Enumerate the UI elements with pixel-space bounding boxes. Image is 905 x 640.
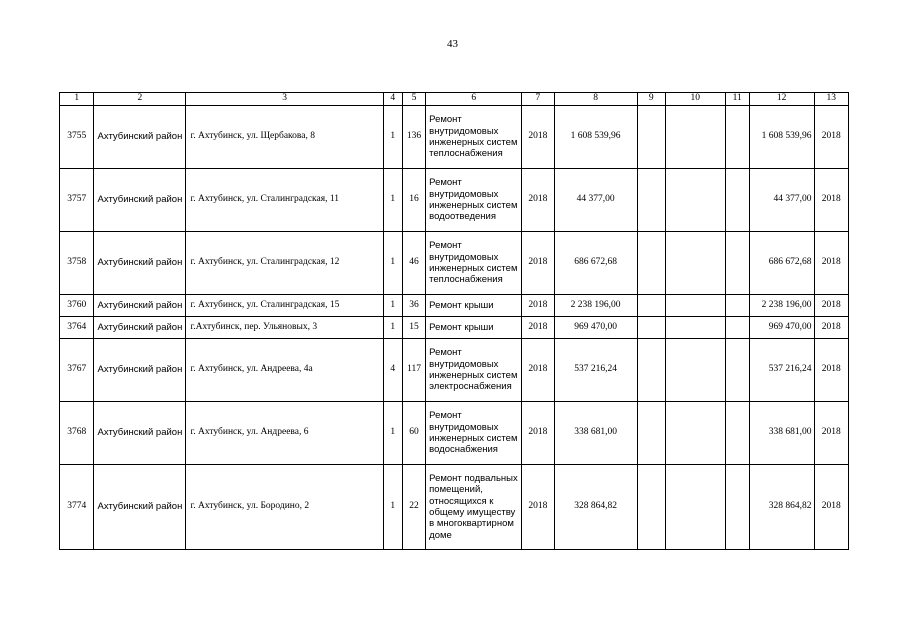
cell-work-type: Ремонт крыши [426,317,522,339]
cell-address: г.Ахтубинск, пер. Ульяновых, 3 [186,317,383,339]
cell-col10 [665,295,725,317]
cell-col4: 1 [383,295,402,317]
cell-col10 [665,106,725,169]
cell-work-type: Ремонт внутридомовых инженерных систем водоснабжения [426,402,522,465]
cell-address: г. Ахтубинск, ул. Сталинградская, 12 [186,232,383,295]
cell-col5: 117 [402,339,425,402]
header-row [60,93,849,106]
cell-col5: 46 [402,232,425,295]
cell-number: 3757 [60,169,94,232]
column-header-1: 1 [60,93,94,106]
cell-year: 2018 [522,465,554,550]
cell-number: 3760 [60,295,94,317]
table-row [60,232,849,295]
cell-col9 [637,295,665,317]
column-header-5: 5 [402,93,425,106]
cell-district: Ахтубинский район [94,317,186,339]
table-body [60,106,849,550]
cell-col5: 136 [402,106,425,169]
cell-year: 2018 [522,106,554,169]
repair-register-table [59,92,849,550]
table-row [60,169,849,232]
page-number: 43 [447,38,458,50]
column-header-10: 10 [665,93,725,106]
cell-district: Ахтубинский район [94,295,186,317]
cell-district: Ахтубинский район [94,402,186,465]
cell-col10 [665,169,725,232]
column-header-7: 7 [522,93,554,106]
cell-cost: 44 377,00 [554,169,637,232]
cell-col4: 1 [383,465,402,550]
cell-total: 1 608 539,96 [749,106,814,169]
cell-address: г. Ахтубинск, ул. Щербакова, 8 [186,106,383,169]
cell-col9 [637,465,665,550]
cell-col5: 15 [402,317,425,339]
cell-col10 [665,232,725,295]
table-row [60,465,849,550]
cell-col5: 22 [402,465,425,550]
cell-col11 [725,465,749,550]
cell-work-type: Ремонт подвальных помещений, относящихся к общему имуществу в многоквартирном доме [426,465,522,550]
cell-work-type: Ремонт внутридомовых инженерных систем теплоснабжения [426,106,522,169]
cell-year: 2018 [522,339,554,402]
cell-work-type: Ремонт крыши [426,295,522,317]
table-row [60,317,849,339]
cell-cost: 328 864,82 [554,465,637,550]
cell-col5: 16 [402,169,425,232]
cell-col9 [637,339,665,402]
cell-col5: 60 [402,402,425,465]
table-row [60,339,849,402]
cell-cost: 686 672,68 [554,232,637,295]
cell-completion-year: 2018 [814,295,848,317]
column-header-11: 11 [725,93,749,106]
table-row [60,295,849,317]
cell-col5: 36 [402,295,425,317]
cell-completion-year: 2018 [814,402,848,465]
cell-col4: 1 [383,169,402,232]
table-row [60,402,849,465]
column-header-3: 3 [186,93,383,106]
cell-address: г. Ахтубинск, ул. Андреева, 6 [186,402,383,465]
cell-col11 [725,317,749,339]
column-header-9: 9 [637,93,665,106]
cell-number: 3774 [60,465,94,550]
cell-cost: 537 216,24 [554,339,637,402]
cell-number: 3758 [60,232,94,295]
cell-year: 2018 [522,317,554,339]
cell-year: 2018 [522,295,554,317]
cell-col9 [637,402,665,465]
cell-col9 [637,232,665,295]
cell-total: 338 681,00 [749,402,814,465]
cell-col4: 1 [383,402,402,465]
cell-year: 2018 [522,232,554,295]
column-header-13: 13 [814,93,848,106]
cell-cost: 1 608 539,96 [554,106,637,169]
column-header-6: 6 [426,93,522,106]
cell-work-type: Ремонт внутридомовых инженерных систем электроснабжения [426,339,522,402]
cell-year: 2018 [522,402,554,465]
cell-total: 328 864,82 [749,465,814,550]
cell-cost: 969 470,00 [554,317,637,339]
cell-completion-year: 2018 [814,232,848,295]
column-header-4: 4 [383,93,402,106]
cell-col4: 4 [383,339,402,402]
cell-col4: 1 [383,232,402,295]
cell-col9 [637,106,665,169]
cell-number: 3768 [60,402,94,465]
cell-total: 537 216,24 [749,339,814,402]
table-row [60,106,849,169]
cell-number: 3755 [60,106,94,169]
cell-district: Ахтубинский район [94,339,186,402]
cell-completion-year: 2018 [814,317,848,339]
column-header-12: 12 [749,93,814,106]
cell-year: 2018 [522,169,554,232]
cell-col9 [637,169,665,232]
column-header-8: 8 [554,93,637,106]
cell-completion-year: 2018 [814,169,848,232]
cell-col9 [637,317,665,339]
cell-total: 686 672,68 [749,232,814,295]
cell-col10 [665,402,725,465]
cell-work-type: Ремонт внутридомовых инженерных систем водоотведения [426,169,522,232]
cell-total: 969 470,00 [749,317,814,339]
cell-address: г. Ахтубинск, ул. Сталинградская, 15 [186,295,383,317]
cell-district: Ахтубинский район [94,232,186,295]
cell-cost: 2 238 196,00 [554,295,637,317]
cell-district: Ахтубинский район [94,465,186,550]
cell-col11 [725,232,749,295]
cell-col10 [665,339,725,402]
column-header-2: 2 [94,93,186,106]
cell-total: 2 238 196,00 [749,295,814,317]
cell-address: г. Ахтубинск, ул. Бородино, 2 [186,465,383,550]
cell-address: г. Ахтубинск, ул. Андреева, 4а [186,339,383,402]
cell-col10 [665,317,725,339]
cell-total: 44 377,00 [749,169,814,232]
cell-district: Ахтубинский район [94,106,186,169]
cell-col4: 1 [383,317,402,339]
cell-district: Ахтубинский район [94,169,186,232]
cell-col11 [725,295,749,317]
cell-col4: 1 [383,106,402,169]
cell-col11 [725,169,749,232]
cell-col11 [725,106,749,169]
cell-address: г. Ахтубинск, ул. Сталинградская, 11 [186,169,383,232]
cell-number: 3764 [60,317,94,339]
cell-completion-year: 2018 [814,106,848,169]
cell-col11 [725,402,749,465]
cell-cost: 338 681,00 [554,402,637,465]
cell-number: 3767 [60,339,94,402]
cell-work-type: Ремонт внутридомовых инженерных систем теплоснабжения [426,232,522,295]
cell-completion-year: 2018 [814,465,848,550]
cell-col10 [665,465,725,550]
cell-completion-year: 2018 [814,339,848,402]
cell-col11 [725,339,749,402]
